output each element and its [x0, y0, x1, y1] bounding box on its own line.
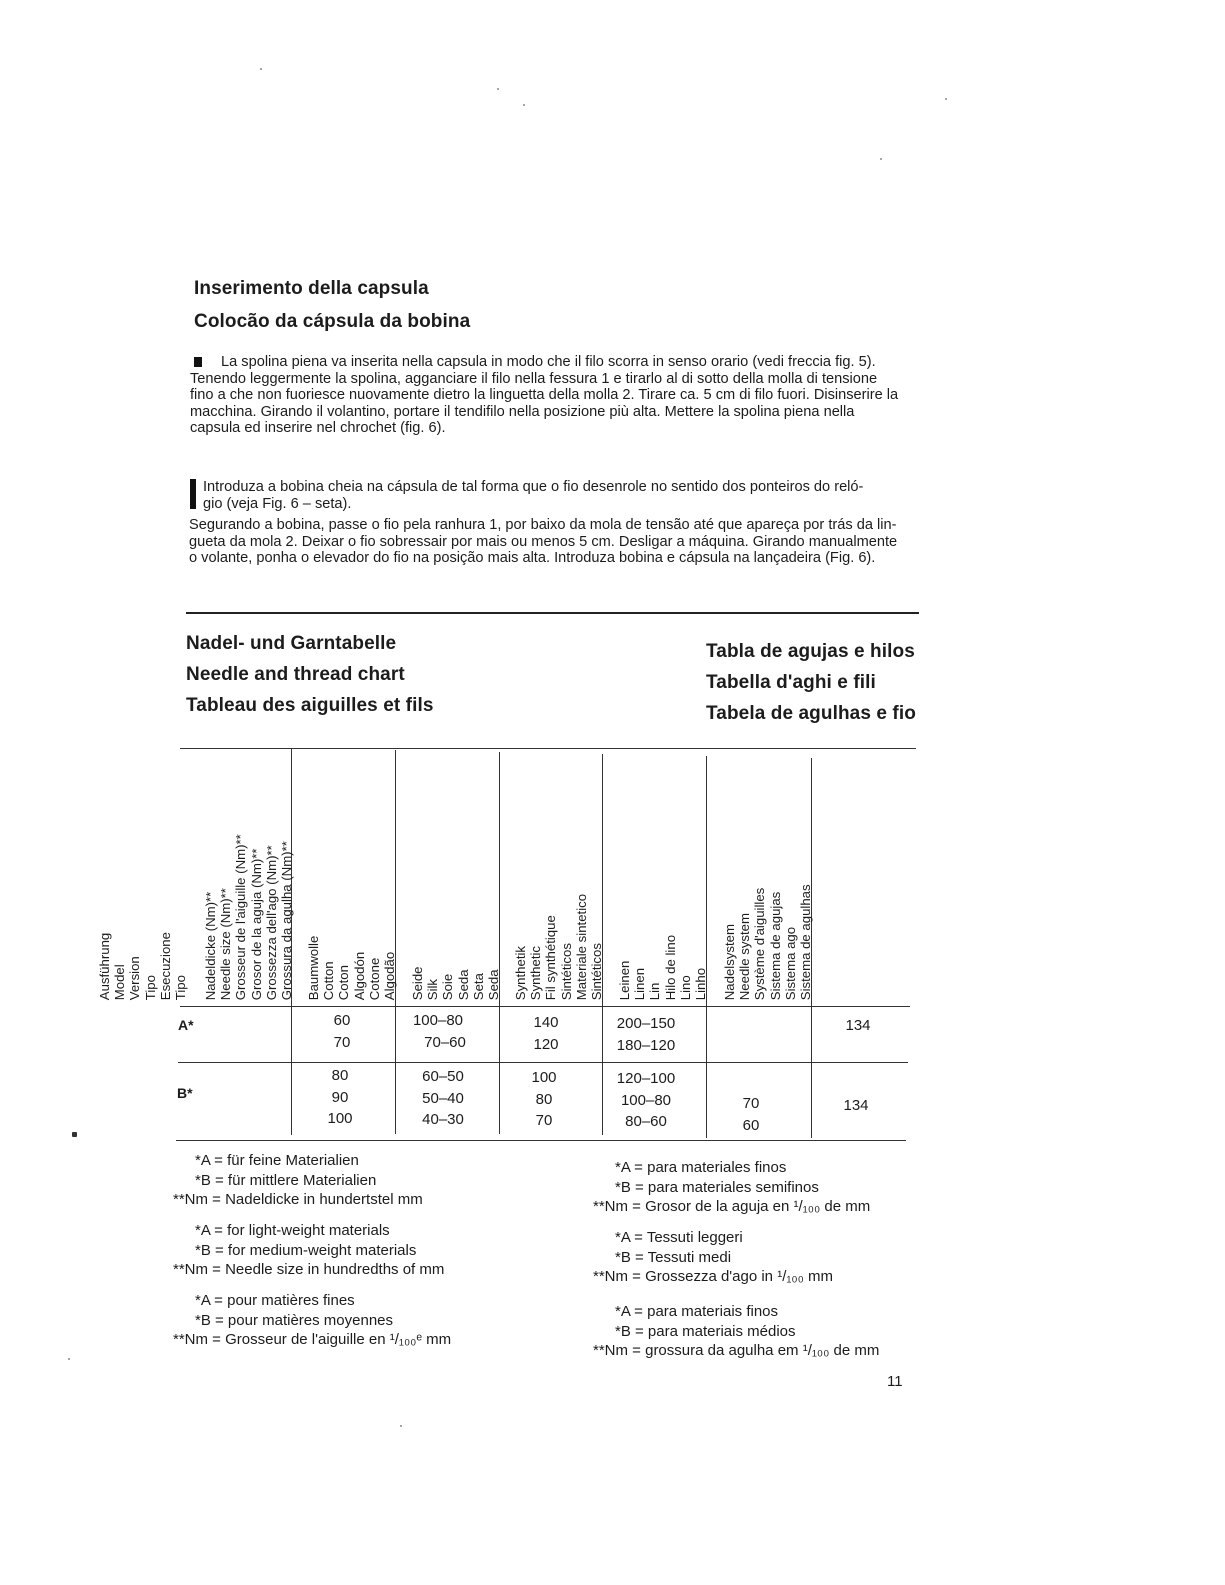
cell-value: 100–80	[412, 1012, 464, 1029]
header-line: Grosor de la aguja (Nm)**	[248, 848, 264, 1000]
para-line: gio (veja Fig. 6 – seta).	[203, 495, 352, 512]
cell-value: 134	[843, 1097, 869, 1114]
legend-line: *B = pour matières moyennes	[195, 1311, 394, 1329]
chart-title-en: Needle and thread chart	[186, 664, 405, 685]
header-line: Tipo	[172, 974, 188, 1000]
cell-value: 60	[742, 1116, 760, 1134]
header-line: Soie	[440, 973, 456, 1000]
table-bottom-rule	[176, 1140, 906, 1141]
scan-speck	[72, 1132, 77, 1137]
cell-value: 70	[333, 1033, 351, 1051]
table-row-rule	[178, 1062, 908, 1063]
legend-line: **Nm = Grosor de la aguja en ¹/₁₀₀ de mm	[593, 1198, 871, 1215]
para-line: Segurando a bobina, passe o fio pela ranhura 1, por baixo da mola de tensão até que apareça por trás da lin-	[189, 517, 897, 533]
cell-value: 100	[327, 1110, 353, 1127]
section-title-it: Inserimento della capsula	[194, 278, 429, 299]
cell-value: 100	[531, 1069, 557, 1086]
header-line: Tipo	[142, 974, 158, 1000]
para-line: La spolina piena va inserita nella capsula in modo che il filo scorra in senso orario (vedi freccia fig. 5).	[221, 354, 876, 370]
header-line: Hilo de lino	[662, 934, 678, 1000]
table-cell-needle-a	[292, 1010, 392, 1053]
table-cell-needle-b	[290, 1065, 390, 1130]
table-cell-cotton-a	[395, 1010, 495, 1053]
paragraph-pt-intro	[203, 479, 921, 512]
bullet-bar	[190, 479, 196, 509]
legend-line: *B = Tessuti medi	[615, 1248, 732, 1266]
cell-value: 80	[331, 1067, 349, 1084]
header-line: Sistema de agulhas	[797, 884, 813, 1000]
cell-value: 180–120	[616, 1036, 676, 1054]
legend-es	[593, 1158, 870, 1217]
legend-it	[593, 1228, 833, 1287]
scan-speck	[523, 104, 525, 106]
header-line: Seide	[409, 966, 425, 1000]
table-cell-silk-b	[494, 1067, 594, 1132]
legend-de	[173, 1151, 423, 1210]
row-label-b: B*	[177, 1085, 193, 1101]
legend-line: *A = para materiais finos	[615, 1303, 779, 1320]
cell-value: 80–60	[625, 1113, 667, 1130]
header-line: Materiale sintetico	[573, 893, 589, 1000]
paragraph-pt	[189, 517, 921, 567]
header-line: Algodão	[381, 951, 397, 1000]
table-cell-system-b	[806, 1095, 906, 1117]
table-cell-synthetic-b	[596, 1068, 696, 1133]
legend-line: *A = für feine Materialien	[195, 1152, 359, 1169]
header-line: Sistema ago	[782, 926, 798, 1000]
header-line: Leinen	[616, 960, 632, 1000]
cell-value: 60	[333, 1012, 351, 1029]
header-line: Sistema de agujas	[767, 891, 783, 1000]
paragraph-it	[190, 354, 923, 437]
cell-value: 50–40	[422, 1089, 464, 1107]
cell-value: 120–100	[616, 1070, 676, 1087]
header-line: Cotone	[366, 957, 382, 1000]
table-cell-system-a	[808, 1015, 908, 1037]
header-line: Seta	[470, 972, 486, 1000]
legend-line: **Nm = Needle size in hundredths of mm	[173, 1261, 445, 1278]
table-cell-synthetic-a	[596, 1013, 696, 1056]
header-line: Système d'aiguilles	[752, 887, 768, 1000]
header-line: Silk	[424, 978, 440, 1000]
para-line: fino a che non fuoriesce nuovamente dietro la linguetta della molla 2. Tirare ca. 5 cm di filo fuori. Disinserire la	[190, 387, 899, 404]
header-line: Lin	[647, 982, 663, 1000]
cell-value: 40–30	[422, 1111, 464, 1128]
section-title-pt: Colocão da cápsula da bobina	[194, 311, 471, 332]
para-line: gueta da mola 2. Deixar o fio sobressair por mais ou menos 5 cm. Desligar a máquina. Girando manualmente	[189, 533, 898, 550]
para-line: Tenendo leggermente la spolina, agganciare il filo nella fessura 1 e tirarlo al di sotto della molla di tensione	[190, 370, 878, 387]
para-line: o volante, ponha o elevador do fio na posição mais alta. Introduza bobina e cápsula na lançadeira (Fig. 6).	[189, 550, 876, 567]
header-line: Linen	[631, 967, 647, 1000]
legend-line: *A = para materiales finos	[615, 1159, 787, 1176]
legend-pt	[593, 1302, 879, 1361]
chart-title-it: Tabella d'aghi e fili	[706, 672, 876, 693]
legend-line: **Nm = Grosseur de l'aiguille en ¹/₁₀₀ᵉ mm	[173, 1331, 452, 1348]
cell-value: 200–150	[616, 1015, 676, 1032]
cell-value: 70	[535, 1112, 553, 1129]
header-line: Linho	[692, 967, 708, 1000]
header-line: Synthetik	[512, 945, 528, 1000]
chart-title-de: Nadel- und Garntabelle	[186, 633, 397, 654]
header-line: Esecuzione	[157, 931, 173, 1000]
legend-line: *A = pour matières fines	[195, 1292, 355, 1309]
header-line: Seda	[455, 969, 471, 1000]
legend-line: *B = para materiais médios	[615, 1322, 796, 1340]
legend-line: *A = for light-weight materials	[195, 1222, 390, 1239]
header-line: Model	[111, 964, 127, 1000]
header-line: Synthetic	[527, 945, 543, 1000]
header-line: Grosseur de l'aiguille (Nm)**	[233, 834, 249, 1000]
chart-title-pt: Tabela de agulhas e fio	[706, 703, 916, 724]
scan-speck	[260, 68, 262, 70]
table-cell-silk-a	[496, 1012, 596, 1055]
chart-title-fr: Tableau des aiguilles et fils	[186, 695, 434, 716]
header-line: Algodón	[351, 951, 367, 1000]
header-line: Ausführung	[96, 932, 112, 1000]
header-line: Baumwolle	[305, 935, 321, 1000]
cell-value: 60–50	[422, 1068, 464, 1085]
table-cell-cotton-b	[393, 1066, 493, 1131]
header-line: Nadelsystem	[721, 923, 737, 1000]
legend-line: *B = for medium-weight materials	[195, 1241, 417, 1259]
cell-value: 80	[535, 1090, 553, 1108]
cell-value: 120	[533, 1035, 559, 1053]
row-label-a: A*	[178, 1017, 194, 1033]
para-line: capsula ed inserire nel chrochet (fig. 6).	[190, 420, 446, 437]
cell-value: 140	[533, 1014, 559, 1031]
para-line: macchina. Girando il volantino, portare il tendifilo nella posizione più alta. Mettere la spolina piena nella	[190, 403, 855, 420]
header-line: Sintéticos	[588, 942, 604, 1000]
cell-value: 70–60	[424, 1033, 466, 1051]
scan-speck	[945, 98, 947, 100]
header-line: Version	[127, 956, 143, 1000]
legend-fr	[173, 1291, 451, 1350]
cell-value: 90	[331, 1088, 349, 1106]
header-line: Grossura da agulha (Nm)**	[278, 840, 294, 1000]
cell-value: 100–80	[620, 1091, 672, 1109]
section-divider	[186, 612, 919, 614]
header-line: Grossezza dell'ago (Nm)**	[263, 845, 279, 1000]
table-header-rule	[180, 1006, 910, 1007]
header-line: Fil synthétique	[543, 914, 559, 1000]
scan-speck	[68, 1358, 70, 1360]
header-line: Seda	[485, 969, 501, 1000]
legend-en	[173, 1221, 444, 1280]
header-line: Needle system	[736, 912, 752, 1000]
header-line: Nadeldicke (Nm)**	[202, 891, 218, 1000]
legend-line: **Nm = Nadeldicke in hundertstel mm	[173, 1191, 423, 1208]
header-line: Lino	[677, 975, 693, 1000]
header-line: Coton	[336, 964, 352, 1000]
header-line: Sintéticos	[558, 942, 574, 1000]
legend-line: *A = Tessuti leggeri	[615, 1229, 743, 1246]
chart-title-es: Tabla de agujas e hilos	[706, 641, 915, 662]
legend-line: **Nm = Grossezza d'ago in ¹/₁₀₀ mm	[593, 1268, 834, 1285]
scan-speck	[497, 88, 499, 90]
header-line: Cotton	[320, 961, 336, 1000]
legend-line: *B = für mittlere Materialien	[195, 1171, 377, 1189]
cell-value: 70	[742, 1095, 760, 1112]
table-cell-linen-b	[701, 1093, 801, 1136]
legend-line: **Nm = grossura da agulha em ¹/₁₀₀ de mm	[593, 1342, 880, 1359]
scan-speck	[400, 1425, 402, 1427]
header-line: Needle size (Nm)**	[217, 887, 233, 1000]
page-number: 11	[887, 1373, 903, 1390]
scan-speck	[880, 158, 882, 160]
legend-line: *B = para materiales semifinos	[615, 1178, 819, 1196]
para-line: Introduza a bobina cheia na cápsula de tal forma que o fio desenrole no sentido dos ponteiros do reló-	[203, 479, 864, 495]
cell-value: 134	[845, 1017, 871, 1034]
